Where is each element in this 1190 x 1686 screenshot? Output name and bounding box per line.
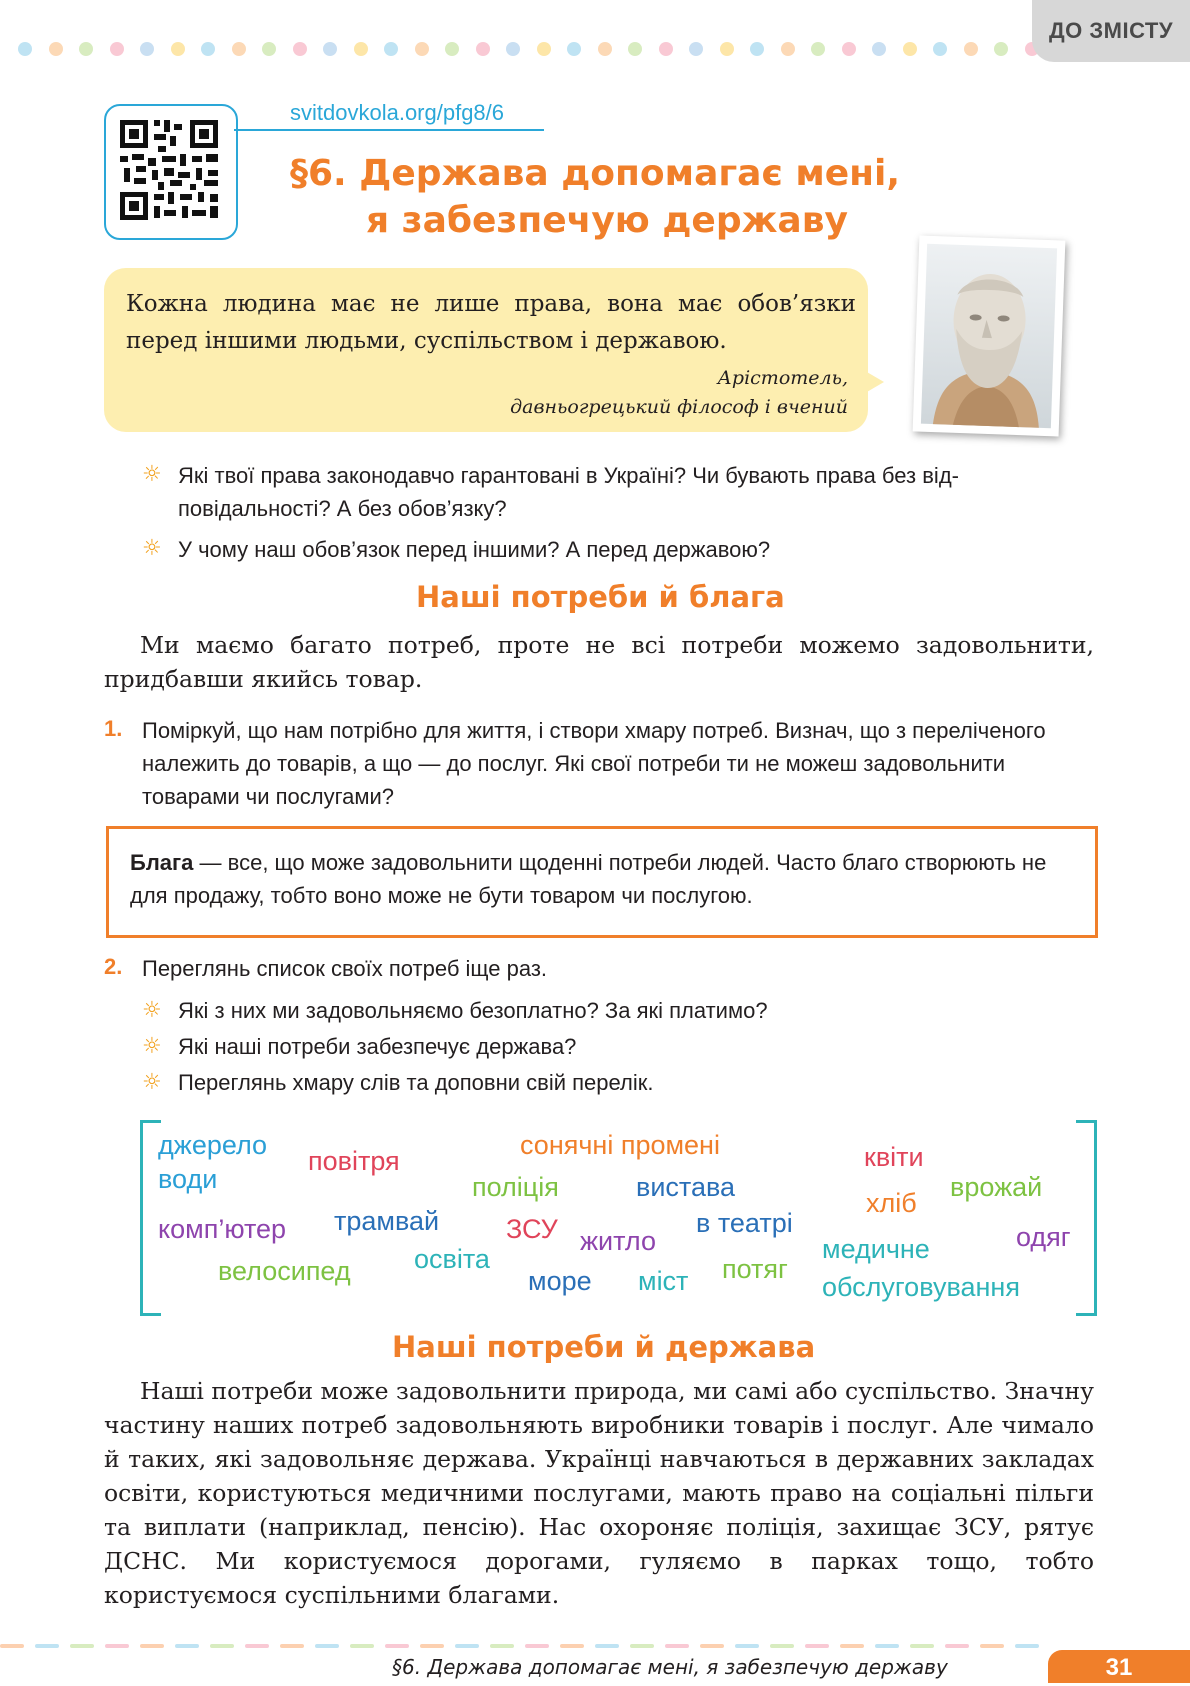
task-2-item-3: Переглянь хмару слів та доповни свій перелік. <box>178 1070 654 1095</box>
quote-bubble-tail <box>860 368 884 396</box>
task-number-2: 2. <box>104 954 123 979</box>
task-2-text: Переглянь список своїх потреб іще раз. <box>142 956 548 981</box>
word-cloud-word: повітря <box>308 1146 400 1176</box>
decorative-dash <box>595 1644 619 1648</box>
decorative-dash <box>945 1644 969 1648</box>
title-line-2: я забезпечую державу <box>366 200 848 241</box>
decorative-dot <box>872 42 886 56</box>
decorative-dot <box>659 42 673 56</box>
decorative-dash <box>910 1644 934 1648</box>
decorative-dot <box>781 42 795 56</box>
word-cloud-word: комп’ютер <box>158 1214 287 1244</box>
qr-code-icon <box>106 106 236 238</box>
decorative-dot <box>811 42 825 56</box>
sun-bullet-icon: ☼ <box>142 462 162 487</box>
word-cloud-word: обслуговування <box>822 1272 1020 1302</box>
decorative-dash <box>420 1644 444 1648</box>
decorative-dash <box>735 1644 759 1648</box>
word-cloud-word: велосипед <box>218 1256 351 1286</box>
section-heading-needs-state: Наші потреби й держава <box>392 1330 816 1364</box>
decorative-dots-top <box>18 42 1028 56</box>
running-title: §6. Держава допомагає мені, я забезпечую державу <box>392 1655 948 1679</box>
decorative-dashes-bottom <box>0 1644 1050 1648</box>
page-number: 31 <box>1048 1650 1190 1683</box>
sun-bullet-icon: ☼ <box>142 536 162 561</box>
decorative-dash <box>175 1644 199 1648</box>
word-cloud-word: освіта <box>414 1244 490 1274</box>
decorative-dot <box>720 42 734 56</box>
decorative-dash <box>455 1644 479 1648</box>
sun-bullet-icon: ☼ <box>142 998 162 1023</box>
title-line-1: §6. Держава допомагає мені, <box>290 153 901 194</box>
word-cloud-word: джерело <box>158 1130 268 1160</box>
definition-text <box>130 846 1078 912</box>
word-cloud-word: трамвай <box>334 1206 440 1236</box>
word-cloud-word: квіти <box>864 1142 924 1172</box>
definition-term: Блага <box>130 850 194 875</box>
decorative-dot <box>842 42 856 56</box>
word-cloud-word: врожай <box>950 1172 1043 1202</box>
decorative-dot <box>964 42 978 56</box>
definition-body: — все, що може задовольнити щоденні потреби людей. Часто благо створюють не для продажу, тобто воно може не бути товаром чи послугою. <box>130 850 1047 908</box>
word-cloud-word: води <box>158 1164 218 1194</box>
decorative-dash <box>980 1644 1004 1648</box>
decorative-dot <box>354 42 368 56</box>
word-cloud-word: одяг <box>1016 1222 1071 1252</box>
word-cloud-word: вистава <box>636 1172 736 1202</box>
decorative-dot <box>445 42 459 56</box>
quote-author-description: давньогрецький філософ і вчений <box>510 396 848 418</box>
qr-code-frame[interactable] <box>104 104 238 240</box>
decorative-dot <box>323 42 337 56</box>
word-cloud-word: житло <box>580 1226 656 1256</box>
decorative-dash <box>385 1644 409 1648</box>
word-cloud-word: море <box>528 1266 592 1296</box>
qr-connector-line <box>234 129 544 131</box>
decorative-dash <box>665 1644 689 1648</box>
decorative-dot <box>140 42 154 56</box>
word-cloud-word: сонячні промені <box>520 1130 720 1160</box>
decorative-dot <box>994 42 1008 56</box>
sun-bullet-icon: ☼ <box>142 1070 162 1095</box>
decorative-dot <box>506 42 520 56</box>
word-cloud-word: медичне <box>822 1234 930 1264</box>
decorative-dash <box>805 1644 829 1648</box>
quote-text: Кожна людина має не лише права, вона має обов’язки перед іншими людьми, суспільством і державою. <box>126 291 856 354</box>
decorative-dot <box>171 42 185 56</box>
word-cloud-word: потяг <box>722 1254 788 1284</box>
table-of-contents-button[interactable]: ДО ЗМІСТУ <box>1032 0 1190 62</box>
decorative-dash <box>770 1644 794 1648</box>
decorative-dash <box>350 1644 374 1648</box>
decorative-dot <box>628 42 642 56</box>
decorative-dash <box>140 1644 164 1648</box>
decorative-dot <box>933 42 947 56</box>
decorative-dot <box>689 42 703 56</box>
decorative-dash <box>560 1644 584 1648</box>
word-cloud-word: поліція <box>472 1172 559 1202</box>
decorative-dash <box>70 1644 94 1648</box>
section1-paragraph: Ми маємо багато потреб, проте не всі потреби можемо задовольнити, придбавши якийсь товар. <box>104 631 1094 693</box>
decorative-dash <box>875 1644 899 1648</box>
decorative-dash <box>1015 1644 1039 1648</box>
task-1-text: Поміркуй, що нам потрібно для життя, і створи хмару потреб. Визнач, що з переліченого належить до товарів, а що — до послуг. Які свої потреби ти не можеш задовольнити товарами чи послугами? <box>142 718 1046 809</box>
decorative-dot <box>18 42 32 56</box>
decorative-dot <box>598 42 612 56</box>
decorative-dot <box>476 42 490 56</box>
decorative-dot <box>537 42 551 56</box>
task-number-1: 1. <box>104 716 123 741</box>
decorative-dash <box>35 1644 59 1648</box>
word-cloud-word: ЗСУ <box>506 1214 558 1244</box>
decorative-dash <box>490 1644 514 1648</box>
page-title <box>290 150 900 244</box>
decorative-dash <box>245 1644 269 1648</box>
decorative-dash <box>525 1644 549 1648</box>
decorative-dash <box>700 1644 724 1648</box>
aristotle-portrait <box>913 236 1066 437</box>
resource-link[interactable]: svitdovkola.org/pfg8/6 <box>290 100 505 125</box>
section-heading-needs-goods: Наші потреби й блага <box>416 580 785 614</box>
decorative-dot <box>49 42 63 56</box>
decorative-dash <box>630 1644 654 1648</box>
decorative-dot <box>201 42 215 56</box>
decorative-dash <box>840 1644 864 1648</box>
decorative-dot <box>79 42 93 56</box>
decorative-dash <box>280 1644 304 1648</box>
task-2-item-1: Які з них ми задовольняємо безоплатно? За які платимо? <box>178 998 768 1023</box>
intro-question-2: У чому наш обов’язок перед іншими? А перед державою? <box>178 537 771 562</box>
quote-author <box>510 364 848 422</box>
decorative-dot <box>110 42 124 56</box>
decorative-dot <box>903 42 917 56</box>
quote-author-name: Арістотель, <box>717 367 848 389</box>
decorative-dot <box>750 42 764 56</box>
word-cloud-word: хліб <box>866 1188 917 1218</box>
decorative-dot <box>293 42 307 56</box>
section2-paragraph: Наші потреби може задовольнити природа, ми самі або суспільство. Значну частину наших потреб задовольняють виробники товарів і послуг. Але чимало й таких, які задовольняє держава. Українці навчаються в державних закладах освіти, користуються медичними послугами, мають право на соціальні пільги та виплати (наприклад, пенсію). Нас охороняє поліція, захищає ЗСУ, рятує ДСНС. Ми користуємося дорогами, гуляємо в парках тощо, тобто користуємося суспільними благами. <box>104 1377 1094 1609</box>
decorative-dash <box>105 1644 129 1648</box>
decorative-dash <box>0 1644 24 1648</box>
decorative-dot <box>415 42 429 56</box>
decorative-dot <box>262 42 276 56</box>
word-cloud-word: міст <box>638 1266 689 1296</box>
sun-bullet-icon: ☼ <box>142 1034 162 1059</box>
decorative-dash <box>210 1644 234 1648</box>
aristotle-bust-image <box>913 236 1066 437</box>
decorative-dot <box>384 42 398 56</box>
decorative-dot <box>567 42 581 56</box>
task-2-item-2: Які наші потреби забезпечує держава? <box>178 1034 577 1059</box>
decorative-dot <box>232 42 246 56</box>
word-cloud-bracket-right <box>1076 1120 1097 1316</box>
word-cloud-word: в театрі <box>696 1208 793 1238</box>
intro-question-1: Які твої права законодавчо гарантовані в Україні? Чи бувають права без відповідальності? А без обов’язку? <box>178 463 959 521</box>
decorative-dash <box>315 1644 339 1648</box>
